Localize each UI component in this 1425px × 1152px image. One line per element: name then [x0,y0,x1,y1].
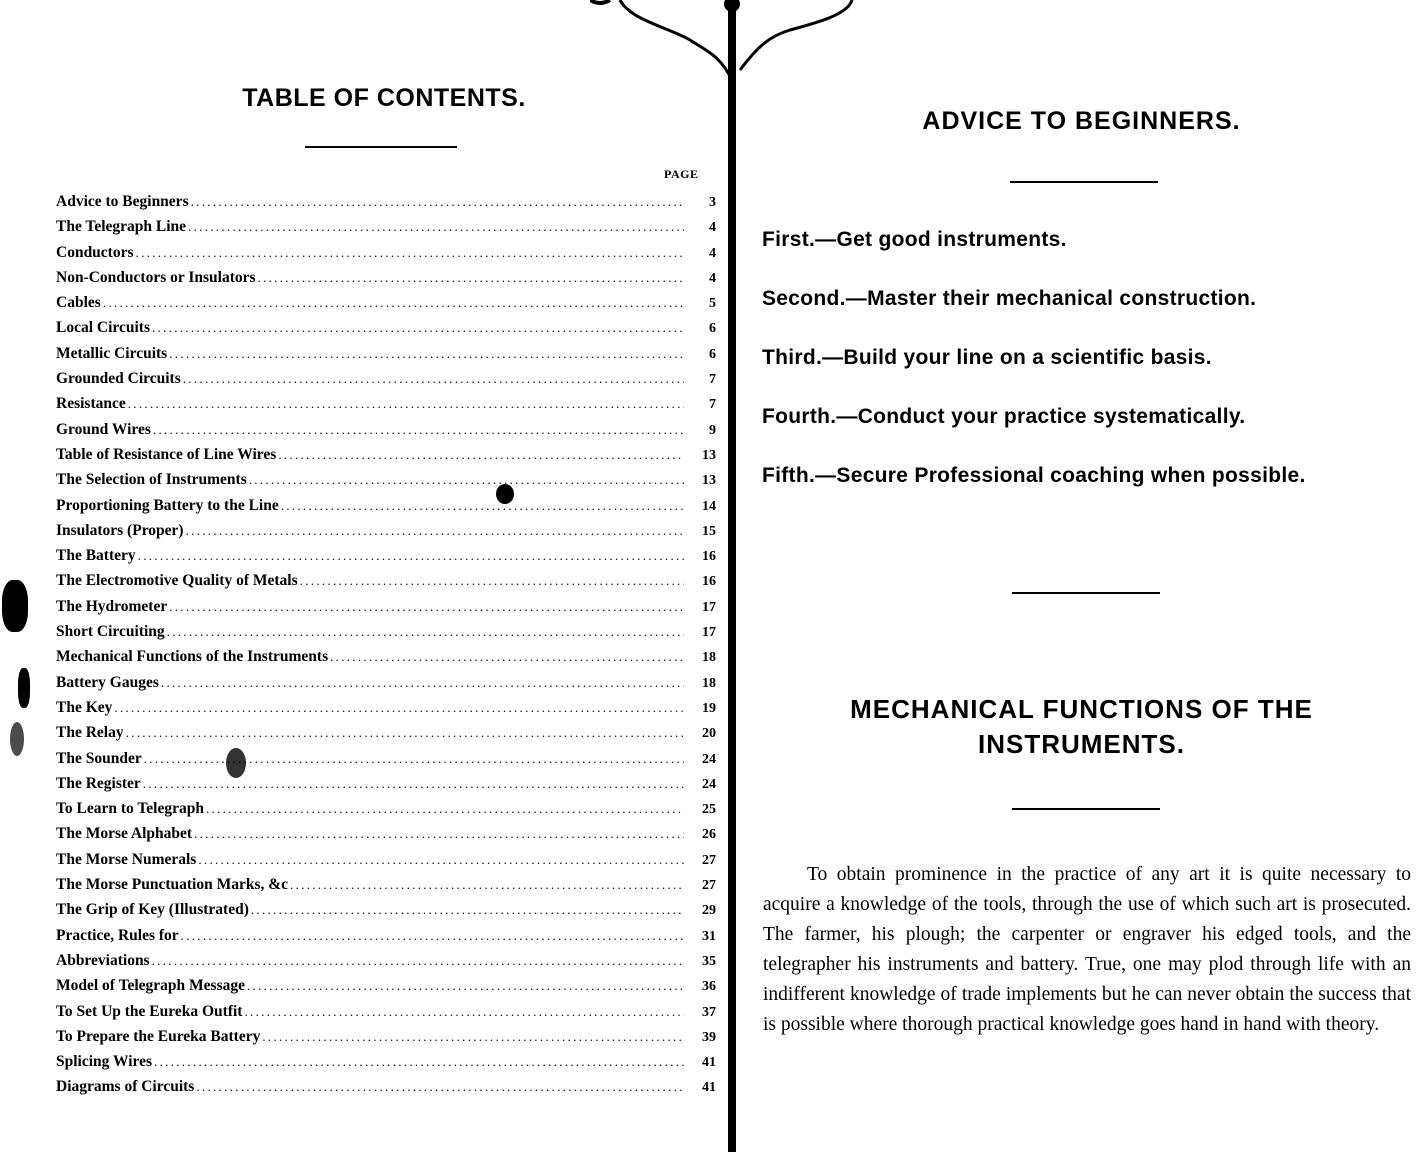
toc-entry-page-number: 16 [702,549,716,565]
mechanical-heading-line1: MECHANICAL FUNCTIONS OF THE [850,694,1313,724]
toc-entry-title: Cables [56,294,101,312]
dot-leader [153,422,684,438]
toc-entry [56,218,716,243]
dot-leader [167,624,684,640]
toc-entry [56,927,716,952]
toc-entry-title: Splicing Wires [56,1053,153,1071]
mechanical-divider [1012,808,1160,810]
toc-entry-page-number: 35 [702,953,716,969]
advice-divider [1010,181,1158,183]
dot-leader [188,219,684,235]
dot-leader [144,751,684,767]
toc-entry-title: The Sounder [56,749,142,767]
toc-entry-title: The Electromotive Quality of Metals [56,572,298,590]
toc-entry [56,1003,716,1028]
toc-entry-page-number: 18 [702,650,716,666]
toc-entry [56,1053,716,1078]
toc-entry-page-number: 18 [702,675,716,691]
toc-entry-page-number: 25 [702,802,716,818]
dot-leader [152,953,684,969]
toc-entry-title: Model of Telegraph Message [56,977,245,995]
toc-entry [56,648,716,673]
toc-entry-page-number: 17 [702,625,716,641]
toc-entry-page-number: 27 [702,878,716,894]
toc-entry [56,294,716,319]
toc-entry-page-number: 15 [702,523,716,539]
ink-stain [2,580,28,632]
toc-entry [56,952,716,977]
advice-heading: ADVICE TO BEGINNERS. [922,107,1241,135]
toc-entry-page-number: 31 [702,928,716,944]
dot-leader [143,776,684,792]
dot-leader [251,902,684,918]
toc-entry-page-number: 41 [702,1080,716,1096]
page-column-label: PAGE [664,167,699,181]
toc-entry-title: Proportioning Battery to the Line [56,496,279,514]
ink-stain [496,484,514,504]
toc-entry-page-number: 4 [709,220,716,236]
advice-item-third: Third.—Build your line on a scientific basis. [762,346,1212,369]
toc-entry [56,345,716,370]
dot-leader [262,1029,684,1045]
toc-entry-page-number: 14 [702,498,716,514]
toc-entry-page-number: 29 [702,903,716,919]
toc-entry-title: The Selection of Instruments [56,471,247,489]
dot-leader [161,675,684,691]
toc-entry-page-number: 6 [709,346,716,362]
toc-entry [56,446,716,471]
dot-leader [186,523,684,539]
toc-entry-title: Table of Resistance of Line Wires [56,445,277,463]
toc-entry-title: Battery Gauges [56,673,159,691]
toc-entry [56,572,716,597]
toc-entry-title: Conductors [56,243,134,261]
dot-leader [330,649,684,665]
toc-entry-title: Practice, Rules for [56,926,179,944]
dot-leader [128,396,684,412]
toc-title: TABLE OF CONTENTS. [242,84,526,112]
toc-entry-title: The Morse Alphabet [56,825,193,843]
advice-item-fifth: Fifth.—Secure Professional coaching when possible. [762,464,1306,487]
toc-entry [56,699,716,724]
body-paragraph: To obtain prominence in the practice of any art it is quite necessary to acquire a knowledge of the tools, through the use of which such art is prosecuted. The farmer, his plough; the carpenter or engraver his edged tools, and the telegrapher his instruments and battery. True, one may plod through life with an indifferent knowledge of trade implements but he can never obtain the success that is possible where thorough practical knowledge goes hand in hand with theory. [763,864,1411,1035]
toc-entry [56,775,716,800]
toc-entry-title: Mechanical Functions of the Instruments [56,648,329,666]
toc-entry-title: The Grip of Key (Illustrated) [56,901,249,919]
toc-entry-title: The Morse Numerals [56,850,197,868]
advice-item-second: Second.—Master their mechanical construction. [762,287,1257,310]
toc-entry [56,471,716,496]
dot-leader [169,346,684,362]
dot-leader [114,700,684,716]
toc-entry [56,370,716,395]
toc-entry [56,851,716,876]
toc-entry-title: Metallic Circuits [56,344,168,362]
toc-entry-page-number: 3 [709,195,716,210]
toc-entry [56,724,716,749]
toc-entry-title: Insulators (Proper) [56,521,184,539]
toc-entry-title: Non-Conductors or Insulators [56,268,256,286]
toc-entry-page-number: 6 [709,321,716,337]
ink-stain [10,722,24,756]
section-divider [1012,592,1160,594]
toc-entry-page-number: 24 [702,776,716,792]
toc-entry [56,977,716,1002]
toc-entry-title: The Telegraph Line [56,218,187,236]
toc-entry [56,876,716,901]
toc-entry-title: Local Circuits [56,319,150,337]
dot-leader [247,978,684,994]
ink-stain [226,748,246,778]
toc-entry-title: The Register [56,774,141,792]
toc-entry-page-number: 20 [702,726,716,742]
dot-leader [136,245,684,261]
toc-entry-title: To Set Up the Eureka Outfit [56,1002,243,1020]
toc-entry-page-number: 19 [702,700,716,716]
toc-entry-page-number: 4 [709,245,716,261]
dot-leader [196,1079,684,1095]
toc-entry-page-number: 7 [709,372,716,388]
toc-entry-page-number: 26 [702,827,716,843]
toc-entry-page-number: 4 [709,270,716,286]
toc-entry-title: To Prepare the Eureka Battery [56,1027,261,1045]
toc-entry [56,1078,716,1103]
toc-entry-title: Abbreviations [56,951,150,969]
dot-leader [278,447,684,463]
toc-entry-page-number: 13 [702,473,716,489]
toc-entry [56,244,716,269]
right-page-content [738,0,1425,1152]
toc-entry-title: Diagrams of Circuits [56,1078,195,1096]
toc-entry [56,1028,716,1053]
dot-leader [103,295,684,311]
dot-leader [300,573,684,589]
toc-entry [56,825,716,850]
dot-leader [183,371,684,387]
dot-leader [244,1004,684,1020]
toc-entry [56,522,716,547]
toc-entry-page-number: 7 [709,397,716,413]
mechanical-heading-line2: INSTRUMENTS. [978,729,1185,759]
dot-leader [290,877,684,893]
dot-leader [126,725,684,741]
dot-leader [191,194,684,210]
toc-entry-page-number: 27 [702,852,716,868]
toc-entry-title: The Relay [56,724,124,742]
toc-entry [56,497,716,522]
toc-entry-page-number: 41 [702,1055,716,1071]
toc-entry-page-number: 17 [702,599,716,615]
advice-item-fourth: Fourth.—Conduct your practice systematically. [762,405,1246,428]
toc-entry-title: The Morse Punctuation Marks, &c [56,876,289,894]
dot-leader [258,270,684,286]
toc-entry-page-number: 39 [702,1029,716,1045]
toc-entry-page-number: 36 [702,979,716,995]
toc-entry-title: Advice to Beginners [56,193,189,210]
toc-entry-page-number: 24 [702,751,716,767]
toc-entry [56,193,716,218]
toc-entry-page-number: 9 [709,422,716,438]
toc-entry-title: Resistance [56,395,126,413]
ink-stain [18,668,30,708]
toc-entry-title: The Hydrometer [56,597,168,615]
toc-entry-title: Short Circuiting [56,623,165,641]
title-divider [305,146,457,148]
dot-leader [206,801,684,817]
toc-entry [56,547,716,572]
dot-leader [249,472,684,488]
dot-leader [181,928,684,944]
toc-entry [56,319,716,344]
advice-item-first: First.—Get good instruments. [762,228,1067,251]
toc-entry-title: The Key [56,698,113,716]
toc-entry [56,623,716,648]
toc-entry [56,901,716,926]
toc-entry [56,395,716,420]
toc-entry-title: The Battery [56,547,136,565]
toc-entry [56,598,716,623]
toc-entry-page-number: 5 [709,296,716,312]
toc-entry-title: Ground Wires [56,420,151,438]
toc-list [56,193,716,1104]
dot-leader [152,320,684,336]
toc-entry-page-number: 13 [702,447,716,463]
toc-entry-title: Grounded Circuits [56,370,181,388]
dot-leader [169,599,684,615]
toc-entry-page-number: 37 [702,1004,716,1020]
dot-leader [154,1054,684,1070]
toc-entry [56,674,716,699]
toc-entry-title: To Learn to Telegraph [56,800,204,818]
dot-leader [198,852,684,868]
book-spine [728,0,736,1152]
toc-entry [56,269,716,294]
toc-entry [56,800,716,825]
toc-entry-page-number: 16 [702,574,716,590]
toc-entry [56,750,716,775]
dot-leader [194,826,684,842]
toc-entry [56,421,716,446]
dot-leader [138,548,684,564]
advice-list [762,228,1306,523]
dot-leader [281,498,684,514]
